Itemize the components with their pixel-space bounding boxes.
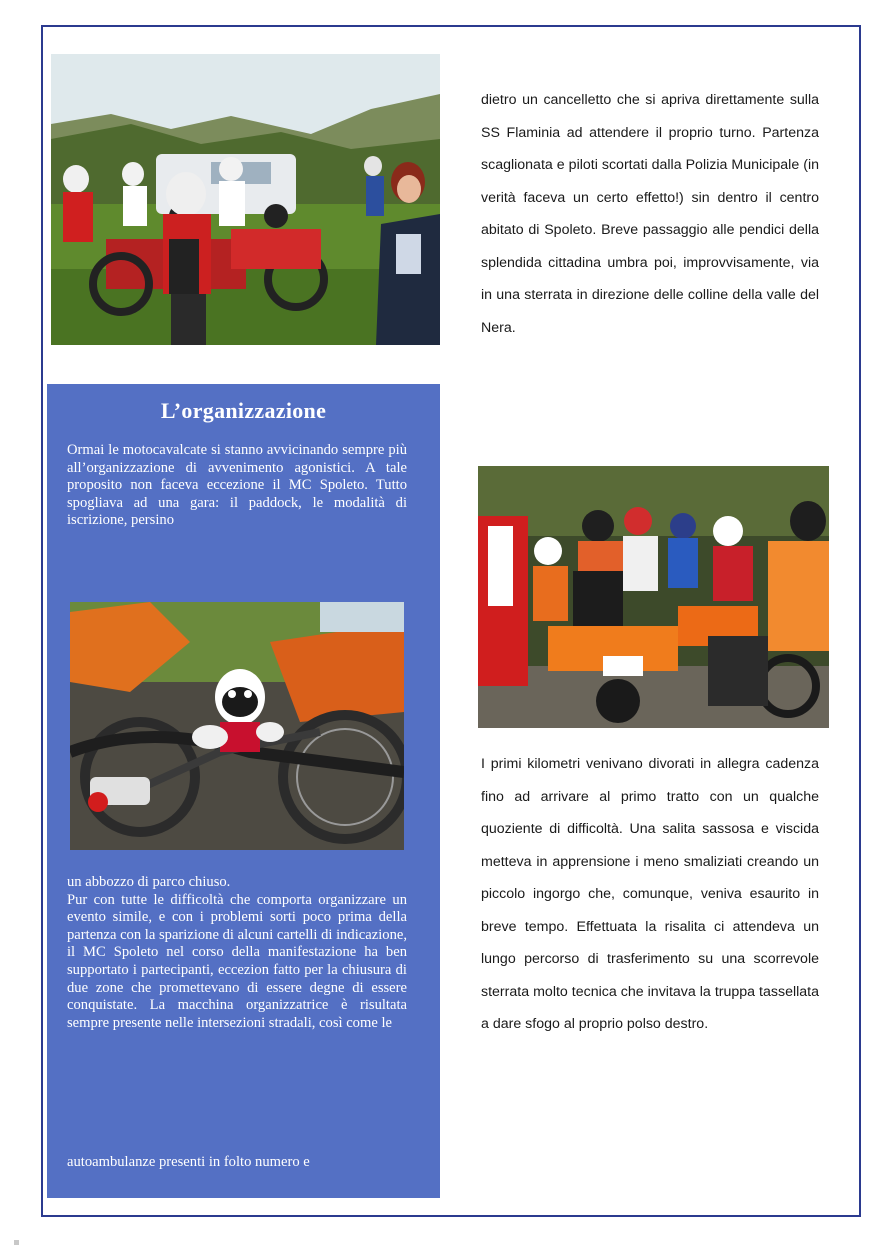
corner-mark — [14, 1240, 19, 1245]
sidebar-paragraph-1: Ormai le motocavalcate si stanno avvicinando sempre più all’organizzazione di avvenimento agonistici. A tale proposito non faceva eccezione il MC Spoleto. Tutto spogliava ad una gara: il paddock, le modalità di iscrizione, persino — [67, 442, 407, 529]
sidebar-para-main: Pur con tutte le difficoltà che comporta organizzare un evento simile, e con i problemi sorti poco prima della partenza con la sparizione di alcuni cartelli di indicazione, il MC Spoleto nel corso della manifestazione ha ben supportato i partecipanti, eccezion fatto per la chiusura di due zone che promettevano di essere degne di essere conquistate. La macchina organizzatrice è risultata sempre presente nelle intersezioni stradali, così come le — [67, 891, 407, 1031]
sidebar-para-line: un abbozzo di parco chiuso. — [67, 874, 231, 890]
box-title: L’organizzazione — [160, 398, 327, 423]
sidebar-paragraph-3: autoambulanze presenti in folto numero e — [67, 1154, 310, 1170]
photo-mascot-handlebar — [70, 602, 404, 850]
photo-paddock-riders — [51, 54, 440, 345]
organizzazione-box — [47, 384, 440, 1198]
column-text-1: dietro un cancelletto che si apriva direttamente sulla SS Flaminia ad attendere il proprio turno. Partenza scaglionata e piloti scortati dalla Polizia Municipale (in verità faceva un certo effetto!) sin dentro il centro abitato di Spoleto. Breve passaggio alle pendici della splendida cittadina umbra poi, improvvisamente, via in una sterrata in direzione delle colline della valle del Nera. — [481, 92, 819, 336]
column-text-2: I primi kilometri venivano divorati in allegra cadenza fino ad arrivare al primo tratto con un qualche quoziente di difficoltà. Una salita sassosa e viscida metteva in apprensione i meno smaliziati creando un piccolo ingorgo che, comunque, veniva esaurito in breve tempo. Effettuata la risalita ci attendeva un lungo percorso di trasferimento su una scorrevole sterrata molto tecnica che invitava la truppa tassellata a dare sfogo al proprio polso destro. — [481, 756, 819, 1032]
photo-riders-group — [478, 466, 829, 728]
sidebar-paragraph-2 — [67, 874, 407, 1032]
